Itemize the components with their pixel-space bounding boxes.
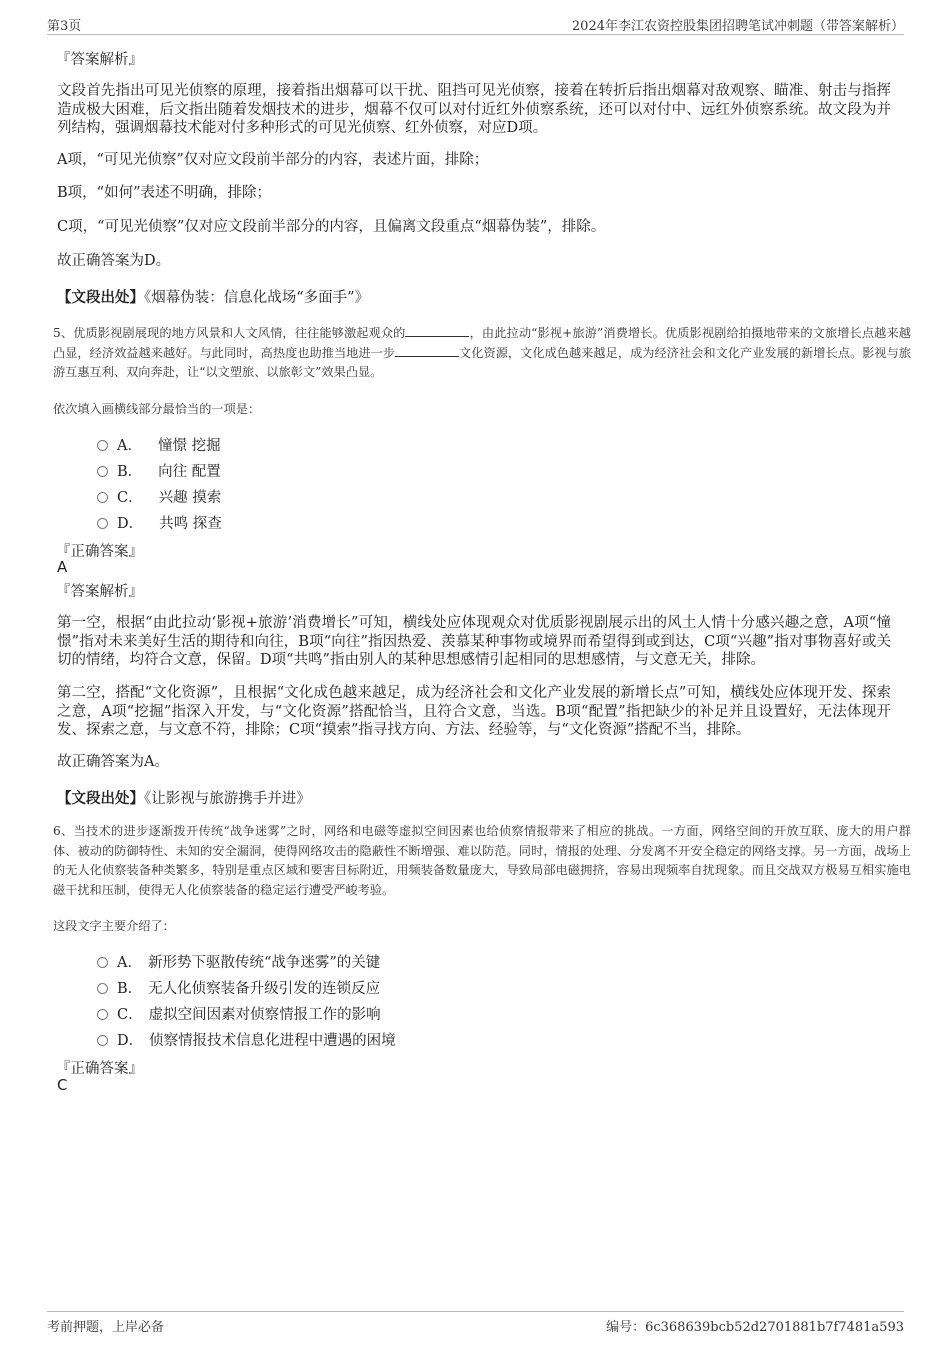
- page-number: 第3页: [47, 19, 82, 34]
- q5-option-d[interactable]: D． 共鸣 探查: [97, 512, 222, 532]
- q5-source-title: 《让影视与旅游携手并进》: [144, 791, 311, 807]
- page-header: [47, 12, 904, 35]
- q4-analysis-paragraph-1: 文段首先指出可见光侦察的原理，接着指出烟幕可以干扰、阻挡可见光侦察，接着在转折后指出烟幕对敌观察、瞄准、射击与指挥造成极大困难，后文指出随着发烟技术的进步，烟幕不仅可以对付近红外侦察系统，还可以对付中、远红外侦察系统。故文段为并列结构，强调烟幕技术能对付多种形式的可见光侦察、红外侦察，对应D项。: [57, 83, 891, 136]
- radio-icon[interactable]: [97, 983, 108, 994]
- q5-option-c[interactable]: C． 兴趣 摸索: [97, 486, 221, 506]
- q5-source: [57, 787, 311, 808]
- radio-icon[interactable]: [97, 440, 108, 451]
- radio-icon[interactable]: [97, 957, 108, 968]
- q6-question-text: 6、当技术的进步逐渐拨开传统“战争迷雾”之时，网络和电磁等虚拟空间因素也给侦察情报带来了相应的挑战。一方面，网络空间的开放互联、庞大的用户群体、被动的防御特性、未知的安全漏洞，使得网络攻击的隐蔽性不断增强、难以防范。同时，情报的处理、分发离不开安全稳定的网络支撑。另一方面，战场上的无人化侦察装备种类繁多，特别是重点区域和要害目标附近，用频装备数量庞大，导致局部电磁拥挤，容易出现频率自扰现象。而且交战双方极易互相实施电磁干扰和压制，使得无人化侦察装备的稳定运行遭受严峻考验。: [53, 824, 911, 897]
- q5-correct-label: 『正确答案』: [56, 544, 143, 560]
- radio-icon[interactable]: [97, 1009, 108, 1020]
- q5-analysis-label: 『答案解析』: [56, 584, 143, 600]
- q6-option-a[interactable]: A． 新形势下驱散传统“战争迷雾”的关键: [97, 951, 380, 971]
- q4-conclusion: 故正确答案为D。: [57, 253, 171, 269]
- q5-question-text: 5、优质影视剧展现的地方风景和人文风情，往往能够激起观众的 ，由此拉动“影视+旅游”消费增长。优质影视剧给拍摄地带来的文旅增长点越来越凸显，经济效益越来越好。与此同时，高热度也助推当地进一步 文化资源，文化成色越来越足，成为经济社会和文化产业发展的新增长点。影视与旅游互惠互利、双向奔赴，让“以文塑旅、以旅彰文”效果凸显。: [53, 326, 912, 379]
- q4-analysis-paragraph-2: A项，“可见光侦察”仅对应文段前半部分的内容，表述片面，排除；: [57, 152, 489, 168]
- q5-blank-1: [405, 325, 469, 337]
- radio-icon[interactable]: [97, 466, 108, 477]
- radio-icon[interactable]: [97, 492, 108, 503]
- q6-correct-answer: C: [57, 1076, 68, 1094]
- page-footer: [47, 1311, 904, 1334]
- q5-source-label: 【文段出处】: [57, 790, 144, 807]
- q4-analysis-paragraph-3: B项，“如何”表述不明确，排除；: [57, 185, 271, 201]
- q5-prompt: 依次填入画横线部分最恰当的一项是：: [53, 402, 261, 416]
- radio-icon[interactable]: [97, 1035, 108, 1046]
- q5-option-a[interactable]: A． 憧憬 挖掘: [97, 434, 221, 454]
- q5-option-b[interactable]: B． 向往 配置: [97, 460, 221, 480]
- document-code: 编号：6c368639bcb52d2701881b7f7481a593: [606, 1320, 904, 1335]
- q6-correct-label: 『正确答案』: [56, 1061, 143, 1077]
- document-title: 2024年李江农资控股集团招聘笔试冲刺题（带答案解析）: [571, 19, 904, 34]
- q4-analysis-label: 『答案解析』: [56, 52, 143, 68]
- q6-option-b[interactable]: B． 无人化侦察装备升级引发的连锁反应: [97, 977, 380, 997]
- q6-prompt: 这段文字主要介绍了：: [53, 919, 175, 933]
- q5-analysis-paragraph-1: 第一空，根据“由此拉动‘影视+旅游’消费增长”可知，横线处应体现观众对优质影视剧展示出的风土人情十分感兴趣之意，A项“憧憬”指对未来美好生活的期待和向往，B项“向往”指因热爱、羡慕某种事物或境界而希望得到或到达，C项“兴趣”指对事物喜好或关切的情绪，均符合文意，保留。D项“共鸣”指由别人的某种思想感情引起相同的思想感情，与文意无关，排除。: [57, 615, 891, 668]
- q5-analysis-paragraph-2: 第二空，搭配“文化资源”，且根据“文化成色越来越足，成为经济社会和文化产业发展的新增长点”可知，横线处应体现开发、探索之意，A项“挖掘”指深入开发，与“文化资源”搭配恰当，且符合文意，当选。B项“配置”指把缺少的补足并且设置好，无法体现开发、探索之意，与文意不符，排除；C项“摸索”指寻找方向、方法、经验等，与“文化资源”搭配不当，排除。: [57, 685, 891, 738]
- q4-source-label: 【文段出处】: [57, 289, 144, 306]
- q4-analysis-paragraph-4: C项，“可见光侦察”仅对应文段前半部分的内容，且偏离文段重点“烟幕伪装”，排除。: [57, 219, 606, 235]
- q6-option-d[interactable]: D． 侦察情报技术信息化进程中遭遇的困境: [97, 1029, 396, 1049]
- q5-blank-2: [395, 345, 459, 357]
- footer-slogan: 考前押题，上岸必备: [47, 1320, 165, 1335]
- q5-conclusion: 故正确答案为A。: [57, 754, 169, 770]
- q5-correct-answer: A: [57, 558, 68, 576]
- radio-icon[interactable]: [97, 518, 108, 529]
- q4-source-title: 《烟幕伪装：信息化战场“多面手”》: [144, 290, 370, 306]
- q4-source: [57, 286, 369, 307]
- q6-option-c[interactable]: C． 虚拟空间因素对侦察情报工作的影响: [97, 1003, 381, 1023]
